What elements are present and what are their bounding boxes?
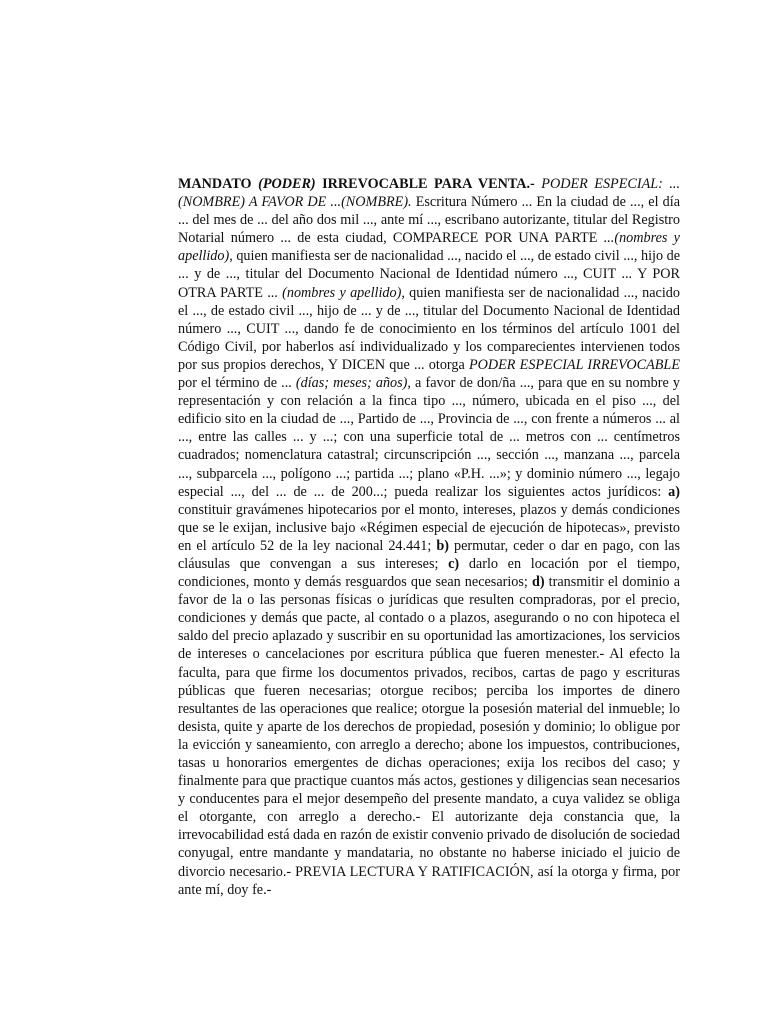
placeholder-names: (nombres y apellido) xyxy=(282,284,402,301)
doc-title-poder: (PODER) xyxy=(258,176,316,192)
text-segment: por el término de ... xyxy=(178,375,296,392)
text-segment: permutar, ceder o dar en pago, con las cláusulas que convengan a sus intereses; xyxy=(178,537,680,572)
text-segment: transmitir el dominio a favor de la o las personas físicas o jurídicas que resulten compradoras, por el precio, condiciones y demás que pacte, al contado o a plazos, asegurando o no con hipoteca el saldo del precio aplazado y suscribir en su oportunidad las amortizaciones, los servicios de intereses o cancelaciones por escritura pública que fueren menester.- Al efecto la faculta, para que firme los documentos privados, recibos, cartas de pago y escrituras públicas que fueren necesarias; otorgue recibos; perciba los importes de dinero resultantes de las operaciones que realice; otorgue la posesión material del inmueble; lo desista, quite y aparte de los derechos de propiedad, posesión y dominio; lo obligue por la evicción y saneamiento, con arreglo a derecho; abone los impuestos, contribuciones, tasas u honorarios emergentes de dichas operaciones; exija los recibos del caso; y finalmente para que practique cuantos más actos, gestiones y diligencias sean necesarios y conducentes para el mejor desempeño del presente mandato, a cuya validez se obliga el otorgante, con arreglo a derecho.- El autorizante deja constancia que, la irrevocabilidad está dada en razón de existir convenio privado de disolución de sociedad conyugal, entre mandante y mandataria, no obstante no haberse iniciado el juicio de divorcio necesario.- PREVIA LECTURA Y RATIFICACIÓN, así la otorga y firma, por ante mí, doy fe.- xyxy=(178,574,680,898)
doc-title-mandato: MANDATO xyxy=(178,176,259,192)
clause-marker-c: c) xyxy=(448,555,460,572)
text-segment: constituir gravámenes hipotecarios por el monto, intereses, plazos y demás condiciones que se le exijan, inclusive bajo «Régimen especial de ejecución de hipotecas», previsto en el artículo 52 de la ley nacional 24.441; xyxy=(178,501,680,554)
doc-title-rest: IRREVOCABLE PARA VENTA.- xyxy=(315,176,535,192)
text-segment: Escritura Número ... En la ciudad de ..., el día ... del mes de ... del año dos mil ..., ante mí ..., escribano autorizante, titular del Registro Notarial número ... de esta ciudad, COMPARECE POR UNA PARTE xyxy=(178,194,680,247)
text-segment: , quien manifiesta ser de nacionalidad ..., nacido el ..., de estado civil ..., hijo de ... y de ..., titular del Documento Nacional de Identidad número ..., CUIT ... Y POR OTRA PARTE ... xyxy=(178,248,680,301)
poder-especial-irrevocable: PODER ESPECIAL IRREVOCABLE xyxy=(468,356,680,373)
placeholder-term: (días; meses; años) xyxy=(295,375,408,392)
clause-marker-a: a) xyxy=(668,483,680,500)
text-segment: , a favor de don/ña ..., para que en su nombre y representación y con relación a la finca tipo ..., número, ubicada en el piso ..., del edificio sito en la ciudad de ..., Partido de ..., Provincia de ..., con frente a números ... al ..., entre las calles ... y ...; con una superficie total de ... metros con ... centímetros cuadrados; nomenclatura catastral; circunscripción ..., sección ..., manzana ..., parcela ..., subparcela ..., polígono ...; partida ...; plano «P.H. ...»; y dominio número ..., legajo especial ..., del ... de ... de 200...; pueda realizar los siguientes actos jurídicos: xyxy=(178,375,681,500)
placeholder-names: ...(nombres y apellido) xyxy=(178,230,680,265)
document-body-paragraph xyxy=(178,175,680,899)
clause-marker-b: b) xyxy=(436,537,449,554)
text-segment: , quien manifiesta ser de nacionalidad ..., nacido el ..., de estado civil ..., hijo de ... y de ..., titular del Documento Nacional de Identidad número ..., CUIT ..., dando fe de conocimiento en los términos del artículo 1001 del Código Civil, por haberlos así individualizado y los comparecientes intervienen todos por sus propios derechos, Y DICEN que ... otorga xyxy=(178,284,680,373)
doc-subtitle: PODER ESPECIAL: ...(NOMBRE) A FAVOR DE ...(NOMBRE). xyxy=(178,176,681,211)
clause-marker-d: d) xyxy=(531,574,545,591)
text-segment: darlo en locación por el tiempo, condiciones, monto y demás resguardos que sean necesarios; xyxy=(178,555,680,591)
